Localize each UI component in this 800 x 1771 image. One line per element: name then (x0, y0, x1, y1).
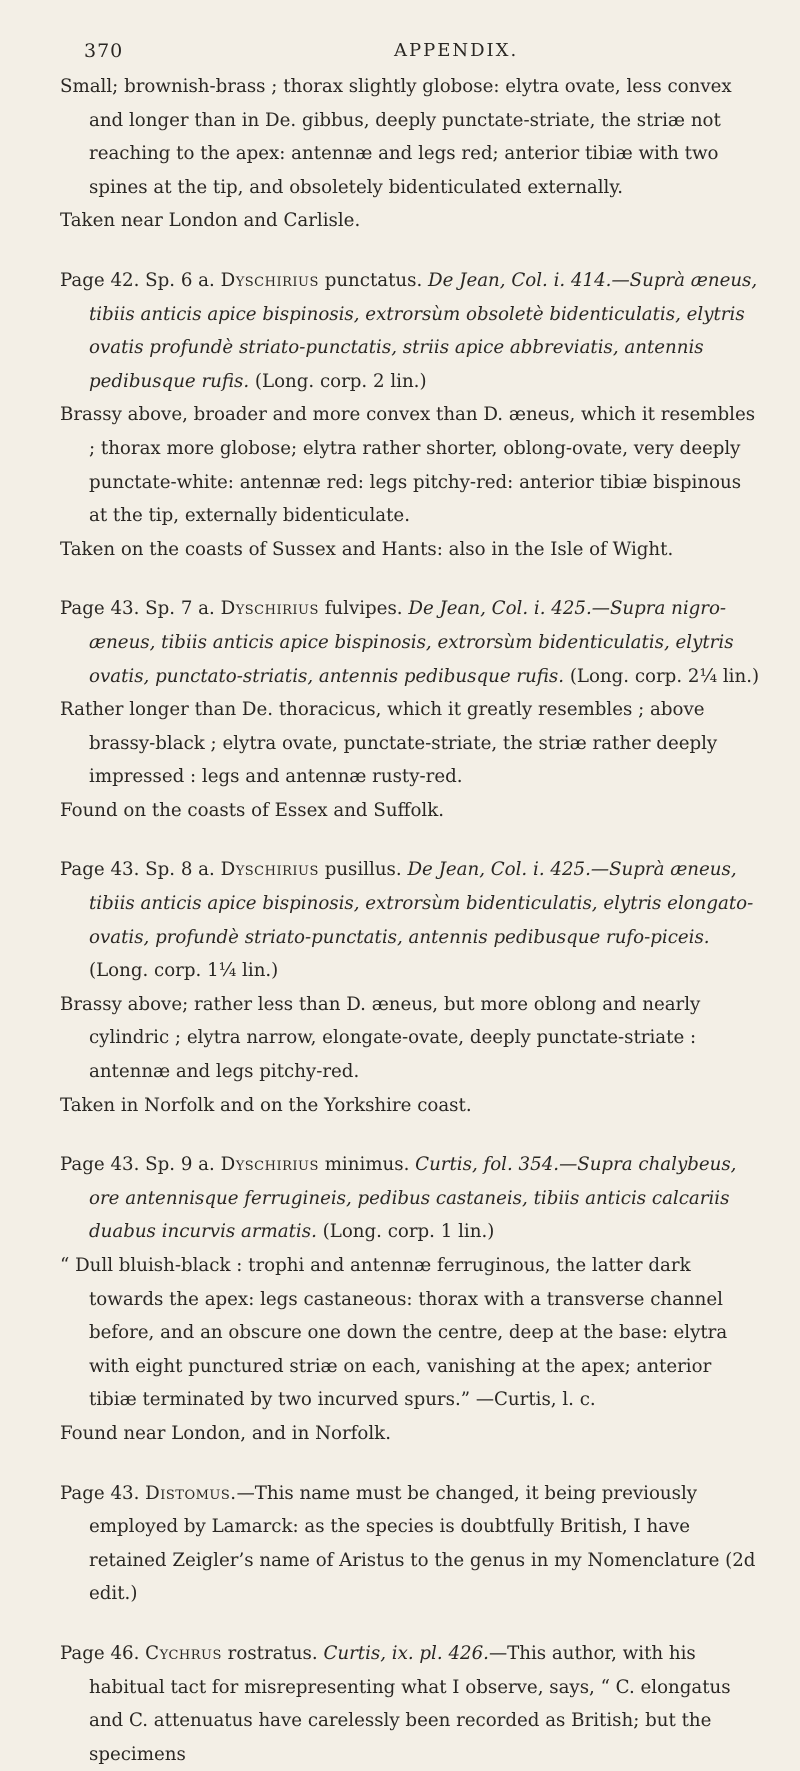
latin-diagnosis: —Suprà æneus, tibiis anticis apice bispinosis, extrorsùm bidenticulatis, elytris elongato-ovatis, profundè striato-punctatis, antennis pedibusque rufo-piceis. (89, 859, 754, 948)
locality-paragraph: Taken near London and Carlisle. (60, 210, 361, 232)
note-paragraph (60, 1477, 760, 1611)
description-paragraph: Rather longer than De. thoracicus, which it greatly resembles ; above brassy-black ; elytra ovate, punctate-striate, the striæ rather deeply impressed : legs and antennæ rusty-red. (60, 699, 718, 788)
locality-paragraph: Taken in Norfolk and on the Yorkshire coast. (60, 1094, 472, 1116)
locality-paragraph: Taken on the coasts of Sussex and Hants: also in the Isle of Wight. (60, 538, 674, 560)
species-entry (60, 1637, 760, 1771)
species-entry (60, 1148, 760, 1450)
genus-note (60, 1477, 760, 1611)
latin-diagnosis: —Supra chalybeus, ore antennisque ferrugineis, pedibus castaneis, tibiis anticis calcariis duabus incurvis armatis. (89, 1154, 737, 1243)
species-name: minimus. (324, 1154, 410, 1176)
description-paragraph: Brassy above, broader and more convex than D. æneus, which it resembles ; thorax more globose; elytra rather shorter, oblong-ovate, very deeply punctate-white: antennæ red: legs pitchy-red: anterior tibiæ bispinous at the tip, externally bidenticulate. (60, 404, 756, 527)
page-reference: Page 43. Sp. 7 a. (60, 598, 215, 620)
description-paragraph: Brassy above; rather less than D. æneus, but more oblong and nearly cylindric ; elytra narrow, elongate-ovate, deeply punctate-striate : antennæ and legs pitchy-red. (60, 993, 701, 1083)
species-heading (60, 264, 760, 398)
page-reference: Page 46. (60, 1642, 140, 1664)
page-reference: Page 43. Sp. 8 a. (60, 859, 215, 881)
running-title: APPENDIX. (394, 40, 519, 61)
description-paragraph: Small; brownish-brass ; thorax slightly globose: elytra ovate, less convex and longer than in De. gibbus, deeply punctate-striate, the striæ not reaching to the apex: antennæ and legs red; anterior tibiæ with two spines at the tip, and obsoletely bidenticulated externally. (60, 76, 732, 198)
page-reference: Page 43. Sp. 9 a. (60, 1154, 215, 1176)
genus-name: Dyschirius (220, 269, 319, 291)
species-heading (60, 853, 760, 987)
species-name: pusillus. (324, 859, 402, 881)
body-length: (Long. corp. 1¼ lin.) (89, 960, 279, 982)
species-name: punctatus. (324, 269, 423, 291)
genus-name: Dyschirius (220, 598, 319, 620)
authority-citation: Curtis, ix. pl. 426. (323, 1642, 489, 1664)
page-body (60, 70, 760, 1771)
genus-name: Cychrus (145, 1642, 222, 1664)
page-reference: Page 42. Sp. 6 a. (60, 269, 215, 291)
latin-diagnosis: —Suprà æneus, tibiis anticis apice bispinosis, extrorsùm obsoletè bidenticulatis, elytris ovatis profundè striato-punctatis, striis apice abbreviatis, antennis pedibusque rufis. (89, 269, 758, 392)
authority-citation: De Jean, Col. i. 425. (407, 859, 591, 881)
page-number: 370 (84, 40, 124, 62)
authority-citation: De Jean, Col. i. 414. (428, 269, 612, 291)
note-paragraph (60, 1637, 760, 1771)
species-heading (60, 592, 760, 693)
species-entry (60, 592, 760, 827)
page-reference: Page 43. (60, 1482, 140, 1504)
running-head (48, 0, 760, 70)
species-entry (60, 264, 760, 566)
genus-name: Dyschirius (220, 1154, 319, 1176)
species-entry (60, 853, 760, 1122)
species-name: fulvipes. (324, 598, 403, 620)
species-entry (60, 70, 760, 238)
latin-diagnosis: —Supra nigro-æneus, tibiis anticis apice bispinosis, extrorsùm bidenticulatis, elytris ovatis, punctato-striatis, antennis pedibusque rufis. (89, 598, 734, 687)
species-heading (60, 1148, 760, 1249)
locality-paragraph: Found near London, and in Norfolk. (60, 1422, 391, 1444)
note-text: —This name must be changed, it being previously employed by Lamarck: as the species is doubtfully British, I have retained Zeigler’s name of Aristus to the genus in my Nomenclature (2d edit.) (89, 1482, 756, 1605)
genus-name: Distomus. (145, 1482, 237, 1504)
authority-citation: De Jean, Col. i. 425. (408, 598, 592, 620)
body-length: (Long. corp. 1 lin.) (322, 1221, 495, 1243)
quoted-description: “ Dull bluish-black : trophi and antennæ ferruginous, the latter dark towards the apex: legs castaneous: thorax with a transverse channel before, and an obscure one down the centre, deep at the base: elytra with eight punctured striæ on each, vanishing at the apex; anterior tibiæ terminated by two incurved spurs.” —Curtis, l. c. (60, 1255, 728, 1411)
body-length: (Long. corp. 2 lin.) (254, 370, 427, 392)
authority-citation: Curtis, fol. 354. (415, 1154, 560, 1176)
genus-name: Dyschirius (220, 859, 319, 881)
note-text: —This author, with his habitual tact for misrepresenting what I observe, says, “ C. elongatus and C. attenuatus have carelessly been recorded as British; but the specimens (89, 1642, 731, 1765)
locality-paragraph: Found on the coasts of Essex and Suffolk. (60, 799, 445, 821)
species-name: rostratus. (227, 1642, 318, 1664)
body-length: (Long. corp. 2¼ lin.) (569, 665, 760, 687)
